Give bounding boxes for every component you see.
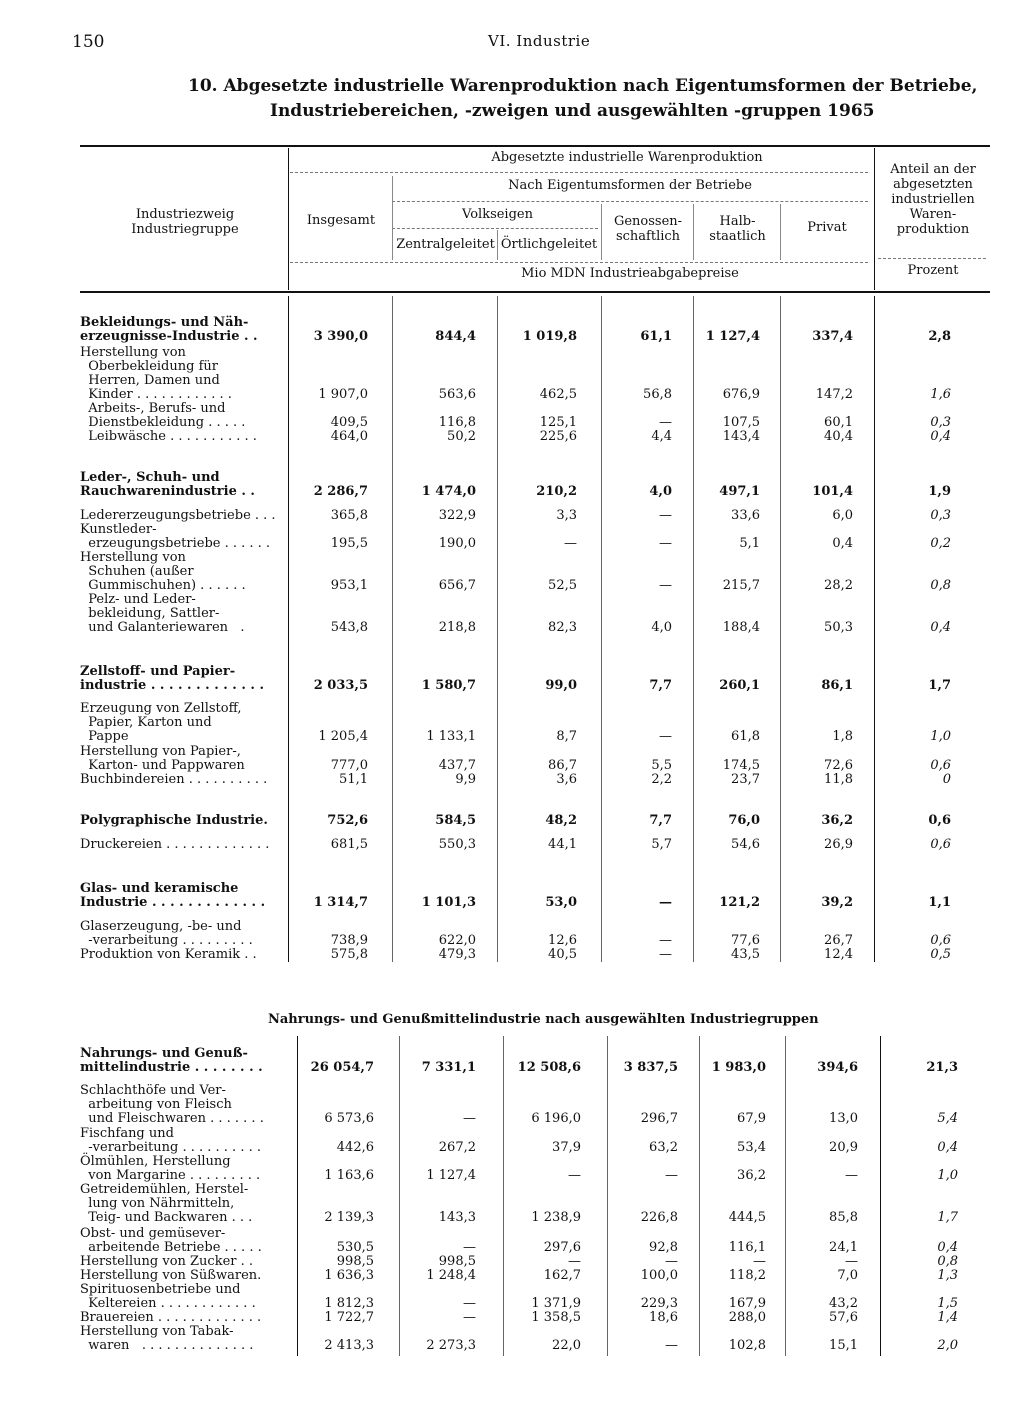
cell-value: 26,9: [824, 837, 853, 852]
cell-value: 12 508,6: [517, 1060, 581, 1075]
cell-value: 43,5: [731, 947, 760, 962]
cell-value: 100,0: [640, 1268, 678, 1283]
cell-value: 52,5: [548, 578, 577, 593]
s2-col-divider-5: [699, 1036, 700, 1356]
cell-value: 3 390,0: [313, 329, 368, 344]
cell-value: 23,7: [731, 772, 760, 787]
cell-value: 210,2: [536, 484, 577, 499]
row-label: Druckereien . . . . . . . . . . . . .: [80, 837, 270, 852]
cell-value: 72,6: [824, 758, 853, 773]
cell-value: 12,4: [824, 947, 853, 962]
row-label: Erzeugung von Zellstoff, Papier, Karton und Pappe: [80, 701, 242, 744]
header-privat: Privat: [807, 220, 847, 235]
cell-percent: 0,8: [930, 578, 951, 593]
cell-value: 2 033,5: [313, 678, 368, 693]
cell-value: 167,9: [728, 1296, 766, 1311]
cell-value: 6 196,0: [531, 1111, 581, 1126]
stub-divider: [288, 148, 289, 290]
row-label: Brauereien . . . . . . . . . . . . .: [80, 1310, 262, 1325]
cell-value: 13,0: [829, 1111, 858, 1126]
body-col-divider-2: [392, 296, 393, 962]
s2-col-divider-6: [785, 1036, 786, 1356]
cell-value: 226,8: [640, 1210, 678, 1225]
header-unit-percent: Prozent: [907, 263, 959, 278]
row-label: Nahrungs- und Genuß- mittelindustrie . . . . . . . .: [80, 1046, 263, 1075]
cell-percent: 0,4: [937, 1140, 958, 1155]
cell-percent: 0,6: [930, 837, 951, 852]
cell-value: —: [659, 578, 672, 593]
cell-percent: 21,3: [926, 1060, 958, 1075]
cell-value: 40,4: [824, 429, 853, 444]
cell-value: 479,3: [438, 947, 476, 962]
cell-value: 22,0: [552, 1338, 581, 1353]
cell-percent: 1,0: [937, 1168, 958, 1183]
cell-value: 28,2: [824, 578, 853, 593]
cell-value: 7 331,1: [421, 1060, 476, 1075]
body-col-divider-7: [874, 296, 875, 962]
body-col-divider-1: [288, 296, 289, 962]
cell-value: 76,0: [728, 813, 760, 828]
cell-value: 681,5: [330, 837, 368, 852]
row-label: Spirituosenbetriebe und Keltereien . . . . . . . . . . . .: [80, 1282, 256, 1311]
header-oertlichgeleitet: Örtlichgeleitet: [500, 237, 598, 252]
header-halbstaatlich: Halb- staatlich: [709, 214, 766, 244]
cell-value: —: [568, 1168, 581, 1183]
cell-value: 4,0: [651, 620, 672, 635]
cell-percent: 1,4: [937, 1310, 958, 1325]
row-label: Leder-, Schuh- und Rauchwarenindustrie . .: [80, 470, 255, 499]
cell-value: 7,7: [649, 678, 672, 693]
row-label: Bekleidungs- und Näh- erzeugnisse-Industrie . .: [80, 315, 258, 344]
cell-value: —: [845, 1254, 858, 1269]
cell-value: —: [659, 947, 672, 962]
header-dash-2: [392, 201, 868, 202]
table-title-line-1: 10. Abgesetzte industrielle Warenproduktion nach Eigentumsformen der Betriebe,: [188, 76, 978, 96]
body-col-divider-6: [780, 296, 781, 962]
cell-value: 63,2: [649, 1140, 678, 1155]
running-head: VI. Industrie: [488, 32, 591, 50]
cell-value: 1 019,8: [522, 329, 577, 344]
cell-percent: 2,8: [928, 329, 951, 344]
row-label: Glaserzeugung, -be- und -verarbeitung . . . . . . . . .: [80, 919, 253, 948]
cell-value: 442,6: [336, 1140, 374, 1155]
cell-value: 738,9: [330, 933, 368, 948]
cell-value: 777,0: [330, 758, 368, 773]
cell-value: 116,1: [728, 1240, 766, 1255]
body-col-divider-5: [693, 296, 694, 962]
row-label: Arbeits-, Berufs- und Dienstbekleidung . . . . .: [88, 401, 246, 430]
cell-value: 147,2: [815, 387, 853, 402]
cell-value: 296,7: [640, 1111, 678, 1126]
header-genossenschaftlich: Genossen- schaftlich: [613, 214, 683, 244]
cell-value: 36,2: [821, 813, 853, 828]
cell-value: —: [845, 1168, 858, 1183]
row-label: Fischfang und -verarbeitung . . . . . . . . . .: [80, 1126, 261, 1155]
cell-value: 143,3: [438, 1210, 476, 1225]
header-col-divider-5: [780, 204, 781, 260]
cell-value: 1 101,3: [421, 895, 476, 910]
cell-percent: 0,3: [930, 415, 951, 430]
cell-percent: 5,4: [937, 1111, 958, 1126]
cell-value: 215,7: [722, 578, 760, 593]
cell-value: —: [568, 1254, 581, 1269]
cell-value: 1 205,4: [318, 729, 368, 744]
header-dash-4: [290, 262, 868, 263]
cell-value: 33,6: [731, 508, 760, 523]
cell-value: 125,1: [539, 415, 577, 430]
cell-value: 86,1: [821, 678, 853, 693]
cell-value: 2 413,3: [324, 1338, 374, 1353]
cell-value: 1 474,0: [421, 484, 476, 499]
cell-percent: 2,0: [937, 1338, 958, 1353]
cell-value: 8,7: [556, 729, 577, 744]
cell-value: —: [659, 508, 672, 523]
cell-value: 656,7: [438, 578, 476, 593]
cell-value: 1,8: [832, 729, 853, 744]
cell-value: 998,5: [336, 1254, 374, 1269]
cell-value: 409,5: [330, 415, 368, 430]
cell-value: 18,6: [649, 1310, 678, 1325]
cell-percent: 0,6: [930, 933, 951, 948]
header-stub: Industriezweig Industriegruppe: [131, 207, 239, 237]
cell-value: 953,1: [330, 578, 368, 593]
header-eigentumsformen: Nach Eigentumsformen der Betriebe: [508, 178, 752, 193]
row-label: Leibwäsche . . . . . . . . . . .: [80, 429, 257, 444]
s2-col-divider-7: [880, 1036, 881, 1356]
section2-title: Nahrungs- und Genußmittelindustrie nach ausgewählten Industriegruppen: [268, 1012, 819, 1027]
cell-value: 188,4: [722, 620, 760, 635]
cell-value: 61,8: [731, 729, 760, 744]
cell-value: 5,5: [651, 758, 672, 773]
cell-value: 1 248,4: [426, 1268, 476, 1283]
row-label: Herstellung von Tabak- waren . . . . . . . . . . . . . .: [80, 1324, 254, 1353]
header-top-rule: [80, 145, 990, 147]
cell-percent: 1,9: [928, 484, 951, 499]
cell-percent: 1,0: [930, 729, 951, 744]
cell-percent: 0,4: [930, 620, 951, 635]
cell-value: —: [463, 1111, 476, 1126]
header-col-divider-1: [392, 176, 393, 260]
cell-value: 12,6: [548, 933, 577, 948]
cell-value: 40,5: [548, 947, 577, 962]
cell-value: 444,5: [728, 1210, 766, 1225]
cell-value: 11,8: [824, 772, 853, 787]
header-dash-3: [392, 228, 598, 229]
cell-value: 1 163,6: [324, 1168, 374, 1183]
cell-value: 1 238,9: [531, 1210, 581, 1225]
s2-col-divider-4: [607, 1036, 608, 1356]
cell-value: 67,9: [737, 1111, 766, 1126]
cell-percent: 1,3: [937, 1268, 958, 1283]
cell-value: —: [659, 933, 672, 948]
cell-value: 15,1: [829, 1338, 858, 1353]
cell-value: 57,6: [829, 1310, 858, 1325]
cell-value: 116,8: [438, 415, 476, 430]
cell-value: 1 580,7: [421, 678, 476, 693]
row-label: Zellstoff- und Papier- industrie . . . . . . . . . . . . .: [80, 664, 264, 693]
cell-value: —: [564, 536, 577, 551]
header-volkseigen: Volkseigen: [462, 207, 533, 222]
cell-value: 563,6: [438, 387, 476, 402]
cell-value: 288,0: [728, 1310, 766, 1325]
cell-value: —: [463, 1296, 476, 1311]
cell-value: 5,1: [739, 536, 760, 551]
cell-percent: 0,6: [928, 813, 951, 828]
row-label: Produktion von Keramik . .: [80, 947, 257, 962]
s2-col-divider-1: [297, 1036, 298, 1356]
cell-value: 267,2: [438, 1140, 476, 1155]
cell-value: 1 371,9: [531, 1296, 581, 1311]
cell-value: 20,9: [829, 1140, 858, 1155]
cell-value: 229,3: [640, 1296, 678, 1311]
percent-divider: [874, 148, 875, 290]
cell-value: 37,9: [552, 1140, 581, 1155]
cell-value: 82,3: [548, 620, 577, 635]
cell-value: 56,8: [643, 387, 672, 402]
page-number: 150: [72, 32, 105, 52]
cell-value: 121,2: [719, 895, 760, 910]
cell-value: 218,8: [438, 620, 476, 635]
cell-value: 2,2: [651, 772, 672, 787]
header-unit-mio: Mio MDN Industrieabgabepreise: [521, 266, 739, 281]
cell-value: 550,3: [438, 837, 476, 852]
cell-value: 143,4: [722, 429, 760, 444]
cell-value: —: [463, 1310, 476, 1325]
cell-value: 1 127,4: [705, 329, 760, 344]
cell-value: 51,1: [339, 772, 368, 787]
cell-value: 85,8: [829, 1210, 858, 1225]
cell-value: —: [659, 415, 672, 430]
cell-value: 2 273,3: [426, 1338, 476, 1353]
cell-value: 844,4: [435, 329, 476, 344]
row-label: Herstellung von Zucker . .: [80, 1254, 254, 1269]
row-label: Getreidemühlen, Herstel- lung von Nährmitteln, Teig- und Backwaren . . .: [80, 1182, 253, 1225]
cell-value: 1 812,3: [324, 1296, 374, 1311]
cell-value: 24,1: [829, 1240, 858, 1255]
cell-value: 530,5: [336, 1240, 374, 1255]
cell-value: —: [659, 729, 672, 744]
cell-value: 260,1: [719, 678, 760, 693]
cell-value: 7,0: [837, 1268, 858, 1283]
cell-value: 464,0: [330, 429, 368, 444]
cell-percent: 0,6: [930, 758, 951, 773]
cell-value: 44,1: [548, 837, 577, 852]
row-label: Schlachthöfe und Ver- arbeitung von Fleisch und Fleischwaren . . . . . . .: [80, 1083, 264, 1126]
cell-value: 1 314,7: [313, 895, 368, 910]
row-label: Obst- und gemüsever- arbeitende Betriebe . . . . .: [80, 1226, 262, 1255]
cell-percent: 0: [942, 772, 951, 787]
cell-value: 297,6: [543, 1240, 581, 1255]
row-label: Pelz- und Leder- bekleidung, Sattler- und Galanteriewaren .: [88, 592, 245, 635]
cell-percent: 0,4: [930, 429, 951, 444]
cell-value: —: [659, 536, 672, 551]
cell-value: —: [463, 1240, 476, 1255]
cell-value: 3,3: [556, 508, 577, 523]
cell-value: 3,6: [556, 772, 577, 787]
cell-value: 437,7: [438, 758, 476, 773]
cell-value: —: [665, 1254, 678, 1269]
cell-value: 190,0: [438, 536, 476, 551]
cell-percent: 0,3: [930, 508, 951, 523]
cell-value: 337,4: [812, 329, 853, 344]
row-label: Herstellung von Süßwaren.: [80, 1268, 262, 1283]
cell-value: 107,5: [722, 415, 760, 430]
cell-percent: 0,8: [937, 1254, 958, 1269]
cell-value: 1 636,3: [324, 1268, 374, 1283]
cell-value: 1 983,0: [711, 1060, 766, 1075]
cell-value: 394,6: [817, 1060, 858, 1075]
row-label: Polygraphische Industrie.: [80, 813, 268, 828]
cell-percent: 1,7: [928, 678, 951, 693]
row-label: Herstellung von Oberbekleidung für Herren, Damen und Kinder . . . . . . . . . . . .: [80, 345, 232, 402]
cell-value: 99,0: [545, 678, 577, 693]
cell-value: 2 139,3: [324, 1210, 374, 1225]
header-col-divider-4: [693, 204, 694, 260]
header-zentralgeleitet: Zentralgeleitet: [396, 237, 495, 252]
cell-value: 0,4: [832, 536, 853, 551]
cell-value: 60,1: [824, 415, 853, 430]
cell-percent: 0,5: [930, 947, 951, 962]
cell-percent: 1,1: [928, 895, 951, 910]
cell-value: 43,2: [829, 1296, 858, 1311]
cell-value: 1 907,0: [318, 387, 368, 402]
cell-value: 225,6: [539, 429, 577, 444]
header-dash-5: [878, 258, 986, 259]
header-insgesamt: Insgesamt: [306, 213, 376, 228]
cell-value: 584,5: [435, 813, 476, 828]
body-col-divider-3: [497, 296, 498, 962]
cell-value: —: [753, 1254, 766, 1269]
cell-value: 1 358,5: [531, 1310, 581, 1325]
cell-value: 4,0: [649, 484, 672, 499]
cell-percent: 1,7: [937, 1210, 958, 1225]
cell-value: 50,2: [447, 429, 476, 444]
cell-value: 50,3: [824, 620, 853, 635]
cell-value: 4,4: [651, 429, 672, 444]
cell-value: 622,0: [438, 933, 476, 948]
cell-value: 195,5: [330, 536, 368, 551]
body-col-divider-4: [601, 296, 602, 962]
cell-value: —: [665, 1338, 678, 1353]
cell-value: 543,8: [330, 620, 368, 635]
s2-col-divider-2: [399, 1036, 400, 1356]
cell-percent: 1,6: [930, 387, 951, 402]
row-label: Herstellung von Schuhen (außer Gummischuhen) . . . . . .: [80, 550, 246, 593]
s2-col-divider-3: [503, 1036, 504, 1356]
cell-value: 53,0: [545, 895, 577, 910]
row-label: Glas- und keramische Industrie . . . . . . . . . . . . .: [80, 881, 266, 910]
cell-value: 1 722,7: [324, 1310, 374, 1325]
header-anteil: Anteil an der abgesetzten industriellen Waren- produktion: [890, 162, 976, 237]
cell-value: 101,4: [812, 484, 853, 499]
cell-value: 86,7: [548, 758, 577, 773]
cell-value: 462,5: [539, 387, 577, 402]
cell-percent: 0,2: [930, 536, 951, 551]
cell-value: 2 286,7: [313, 484, 368, 499]
cell-value: 48,2: [545, 813, 577, 828]
cell-value: 36,2: [737, 1168, 766, 1183]
cell-value: 575,8: [330, 947, 368, 962]
header-bottom-rule: [80, 291, 990, 293]
cell-value: 497,1: [719, 484, 760, 499]
row-label: Ledererzeugungsbetriebe . . .: [80, 508, 276, 523]
cell-value: 752,6: [327, 813, 368, 828]
cell-value: 9,9: [455, 772, 476, 787]
cell-value: 7,7: [649, 813, 672, 828]
cell-value: 174,5: [722, 758, 760, 773]
cell-value: 162,7: [543, 1268, 581, 1283]
cell-value: 39,2: [821, 895, 853, 910]
cell-value: 26 054,7: [310, 1060, 374, 1075]
row-label: Buchbindereien . . . . . . . . . .: [80, 772, 268, 787]
row-label: Kunstleder- erzeugungsbetriebe . . . . . .: [80, 522, 271, 551]
cell-value: 3 837,5: [623, 1060, 678, 1075]
header-top: Abgesetzte industrielle Warenproduktion: [491, 150, 763, 165]
cell-value: 322,9: [438, 508, 476, 523]
cell-value: 1 127,4: [426, 1168, 476, 1183]
row-label: Ölmühlen, Herstellung von Margarine . . . . . . . . .: [80, 1154, 261, 1183]
cell-value: 998,5: [438, 1254, 476, 1269]
cell-value: —: [665, 1168, 678, 1183]
cell-value: 102,8: [728, 1338, 766, 1353]
cell-value: 118,2: [728, 1268, 766, 1283]
cell-value: 1 133,1: [426, 729, 476, 744]
cell-value: 77,6: [731, 933, 760, 948]
header-col-divider-3: [601, 204, 602, 260]
cell-value: 365,8: [330, 508, 368, 523]
cell-value: 6,0: [832, 508, 853, 523]
cell-value: 92,8: [649, 1240, 678, 1255]
row-label: Herstellung von Papier-, Karton- und Pappwaren: [80, 744, 245, 773]
cell-value: 54,6: [731, 837, 760, 852]
cell-value: 676,9: [722, 387, 760, 402]
table-title-line-2: Industriebereichen, -zweigen und ausgewählten -gruppen 1965: [270, 101, 875, 121]
cell-percent: 1,5: [937, 1296, 958, 1311]
cell-value: 61,1: [640, 329, 672, 344]
cell-percent: 0,4: [937, 1240, 958, 1255]
header-dash-1: [290, 172, 868, 173]
cell-value: 53,4: [737, 1140, 766, 1155]
cell-value: 6 573,6: [324, 1111, 374, 1126]
cell-value: —: [659, 895, 672, 910]
cell-value: 26,7: [824, 933, 853, 948]
cell-value: 5,7: [651, 837, 672, 852]
